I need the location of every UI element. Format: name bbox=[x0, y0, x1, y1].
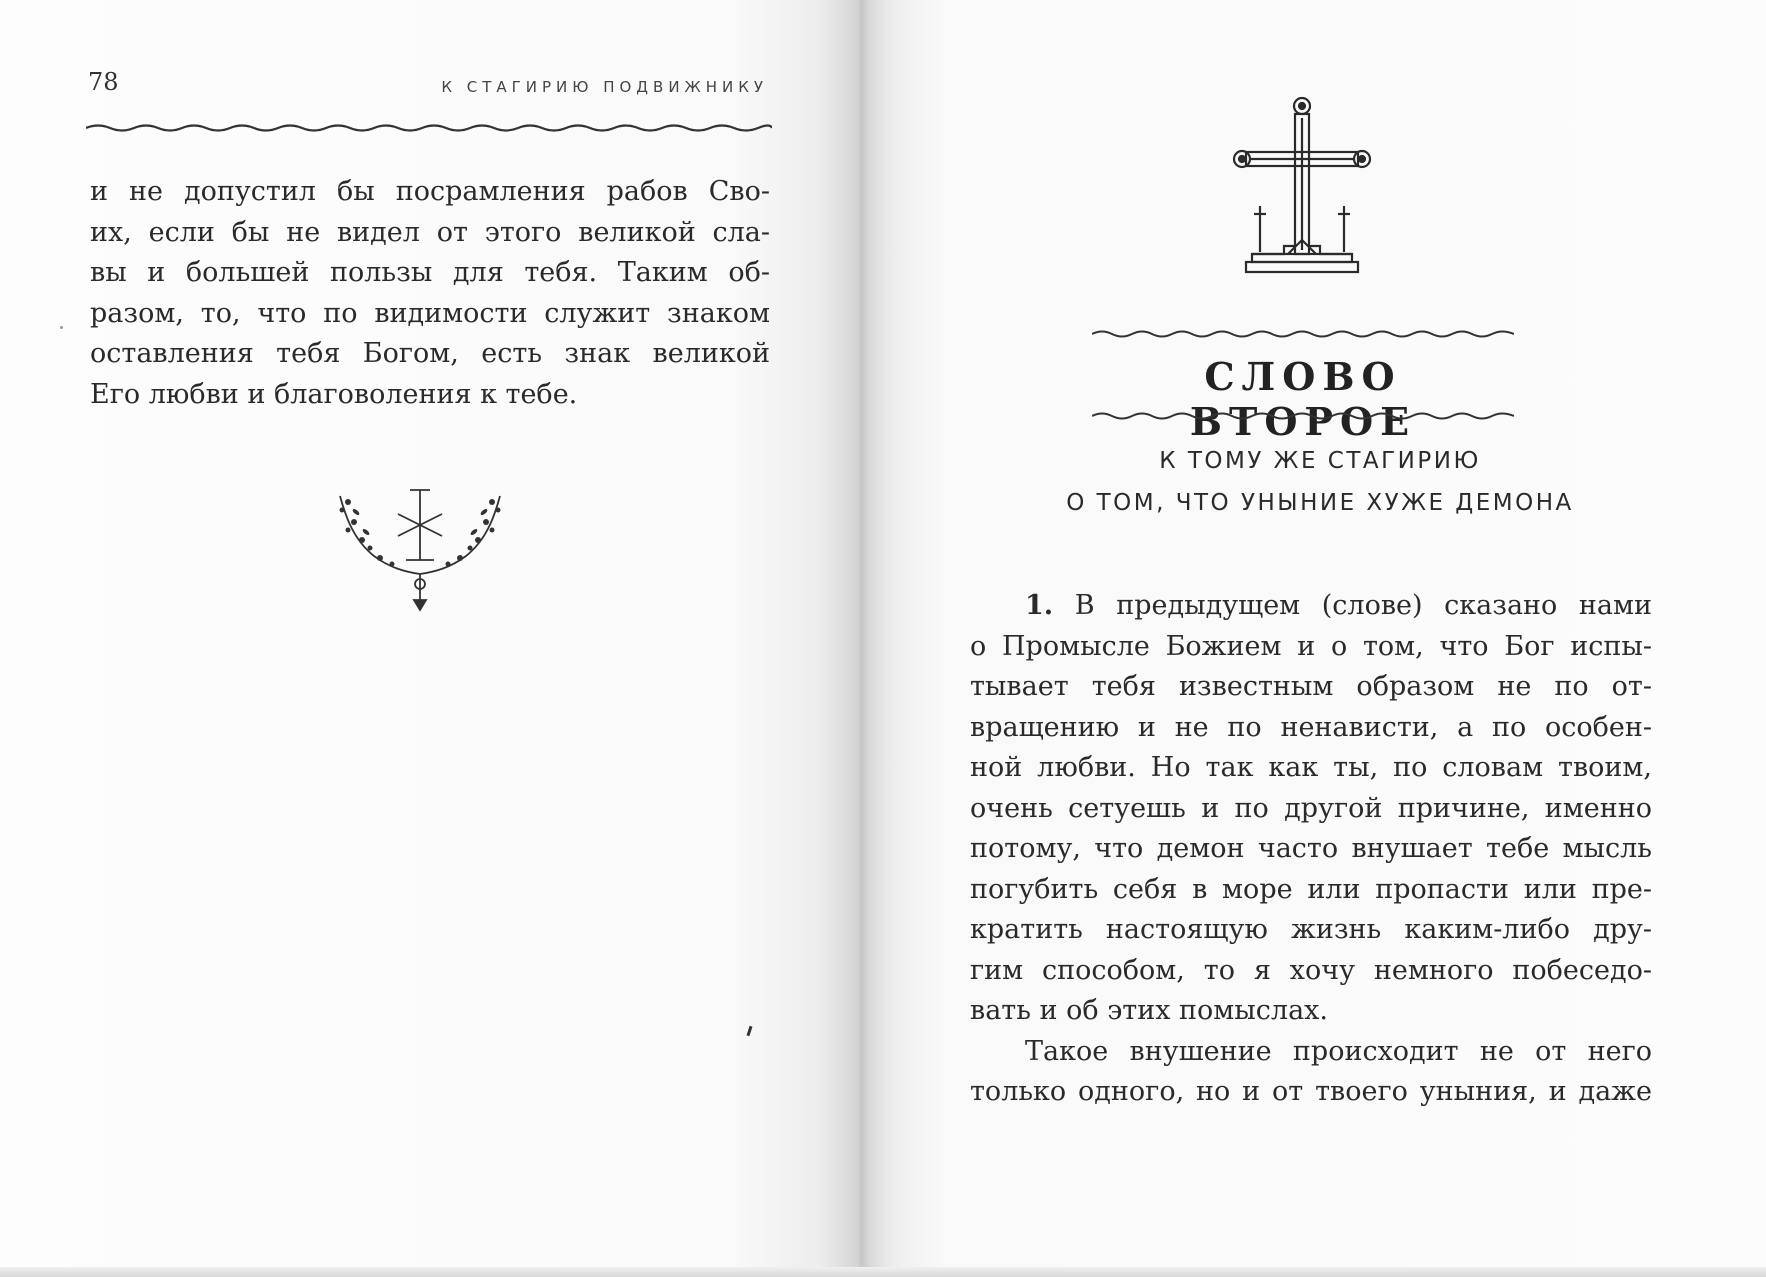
header-wave-rule bbox=[86, 122, 772, 134]
text-line bbox=[970, 586, 1652, 627]
text-line: оставления тебя Богом, есть знак великой bbox=[90, 338, 770, 369]
text-line: о Промысле Божием и о том, что Бог испы- bbox=[970, 630, 1652, 662]
running-header bbox=[88, 68, 768, 108]
text-line: потому, что демон часто внушает тебе мысль bbox=[970, 833, 1652, 864]
text-line: вы и большей пользы для тебя. Таким об- bbox=[90, 257, 770, 288]
chapter-subtitle-line: К ТОМУ ЖЕ СТАГИРИЮ bbox=[1159, 448, 1481, 474]
text-line: гим способом, то я хочу немного побеседо- bbox=[970, 954, 1652, 986]
chapter-banner bbox=[1092, 328, 1514, 444]
chapter-title: СЛОВО ВТОРОЕ bbox=[1189, 354, 1417, 444]
text-fragment: В предыдущем (слове) сказано нами bbox=[1074, 590, 1652, 621]
text-line: разом, то, что по видимости служит знаком bbox=[90, 297, 770, 329]
right-body-text bbox=[970, 586, 1652, 1113]
text-line: вращению и не по ненависти, а по особен- bbox=[970, 711, 1652, 743]
text-line: и не допустил бы посрамления рабов Сво- bbox=[90, 176, 770, 207]
left-body-text bbox=[90, 172, 770, 415]
running-title: К СТАГИРИЮ ПОДВИЖНИКУ bbox=[441, 78, 768, 96]
text-line: тывает тебя известным образом не по от- bbox=[970, 671, 1652, 702]
page-number: 78 bbox=[88, 68, 119, 96]
text-line: очень сетуешь и по другой причине, именно bbox=[970, 792, 1652, 824]
text-line: Его любви и благоволения к тебе. bbox=[90, 378, 578, 410]
text-line: кратить настоящую жизнь каким-либо дру- bbox=[970, 914, 1652, 945]
paragraph-number: 1. bbox=[1025, 590, 1054, 621]
text-line: Такое внушение происходит не от него bbox=[1025, 1035, 1652, 1067]
text-line: погубить себя в море или пропасти или пре- bbox=[970, 873, 1652, 905]
page-bottom-edge bbox=[0, 1267, 1766, 1277]
text-line: вать и об этих помыслах. bbox=[970, 995, 1328, 1026]
scan-speck bbox=[60, 326, 63, 329]
text-line: ной любви. Но так как ты, по словам твоим, bbox=[970, 752, 1652, 783]
chapter-subtitle-line: О ТОМ, ЧТО УНЫНИЕ ХУЖЕ ДЕМОНА bbox=[1066, 490, 1574, 516]
text-line: только одного, но и от твоего уныния, и даже bbox=[970, 1076, 1652, 1107]
orthodox-cross-ornament bbox=[1232, 96, 1372, 290]
text-line: их, если бы не видел от этого великой сла- bbox=[90, 216, 770, 248]
book-gutter bbox=[818, 0, 902, 1277]
floral-cross-ornament bbox=[336, 488, 516, 622]
